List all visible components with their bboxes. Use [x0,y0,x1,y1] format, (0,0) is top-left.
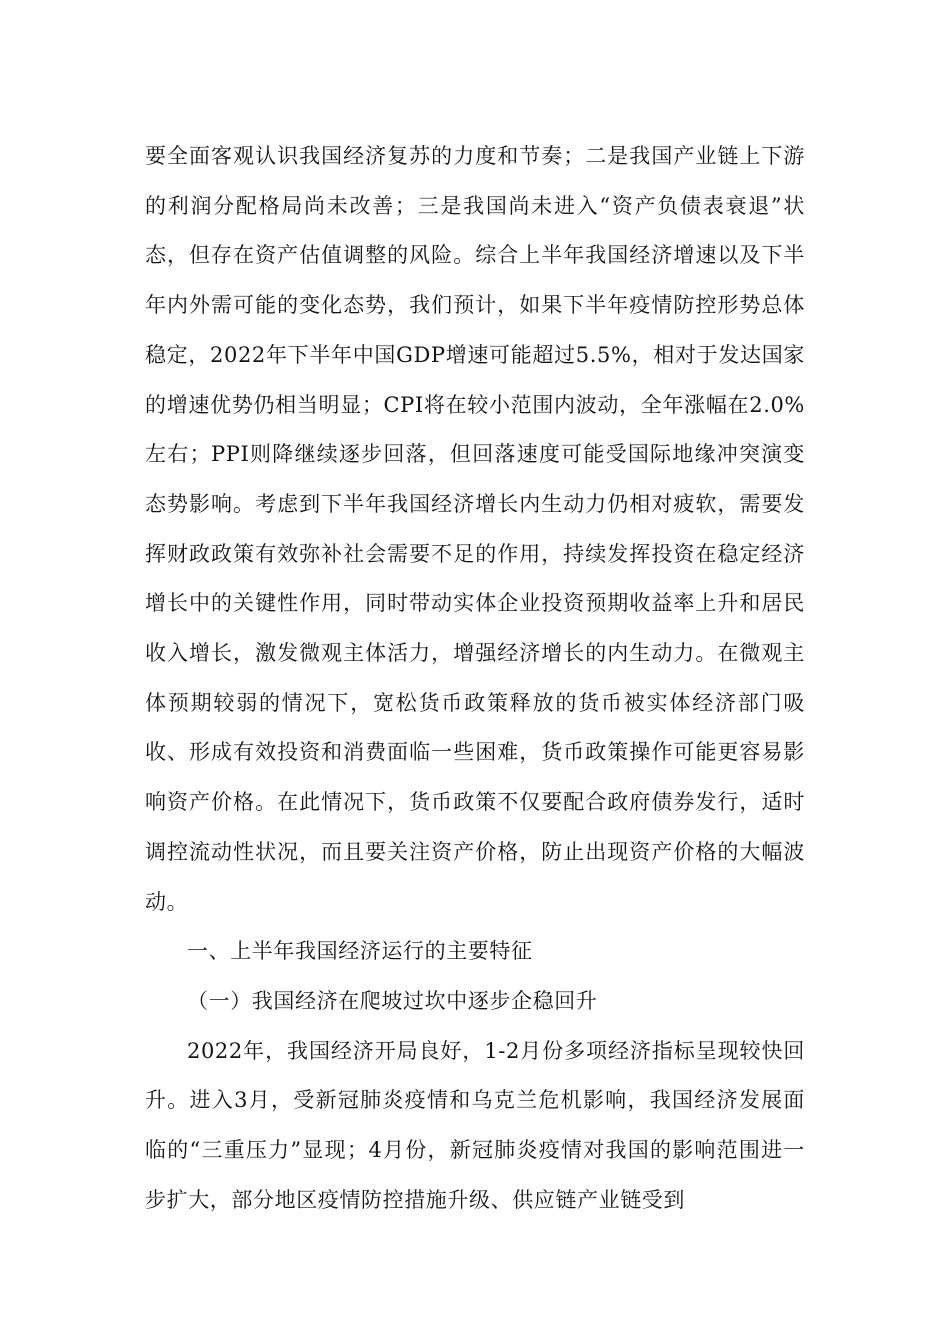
subsection-heading: （一）我国经济在爬坡过坎中逐步企稳回升 [187,988,598,1013]
body-paragraph: 要全面客观认识我国经济复苏的力度和节奏；二是我国产业链上下游的利润分配格局尚未改善；三是我国尚未进入“资产负债表衰退”状态，但存在资产估值调整的风险。综合上半年我国经济增速以及下半年内外需可能的变化态势，我们预计，如果下半年疫情防控形势总体稳定，2022年下半年中国GDP增速可能超过5.5%，相对于发达国家的增速优势仍相当明显；CPI将在较小范围内波动，全年涨幅在2.0%左右；PPI则降继续逐步回落，但回落速度可能受国际地缘冲突演变态势影响。考虑到下半年我国经济增长内生动力仍相对疲软，需要发挥财政政策有效弥补社会需要不足的作用，持续发挥投资在稳定经济增长中的关键性作用，同时带动实体企业投资预期收益率上升和居民收入增长，激发微观主体活力，增强经济增长的内生动力。在微观主体预期较弱的情况下，宽松货币政策释放的货币被实体经济部门吸收、形成有效投资和消费面临一些困难，货币政策操作可能更容易影响资产价格。在此情况下，货币政策不仅要配合政府债券发行，适时调控流动性状况，而且要关注资产价格，防止出现资产价格的大幅波动。 [145,144,805,914]
document-body [145,132,805,1225]
body-paragraph: 2022年，我国经济开局良好，1-2月份多项经济指标呈现较快回升。进入3月，受新冠肺炎疫情和乌克兰危机影响，我国经济发展面临的“三重压力”显现；4月份，新冠肺炎疫情对我国的影响范围进一步扩大，部分地区疫情防控措施升级、供应链产业链受到 [145,1038,805,1212]
section-heading: 一、上半年我国经济运行的主要特征 [187,939,533,964]
